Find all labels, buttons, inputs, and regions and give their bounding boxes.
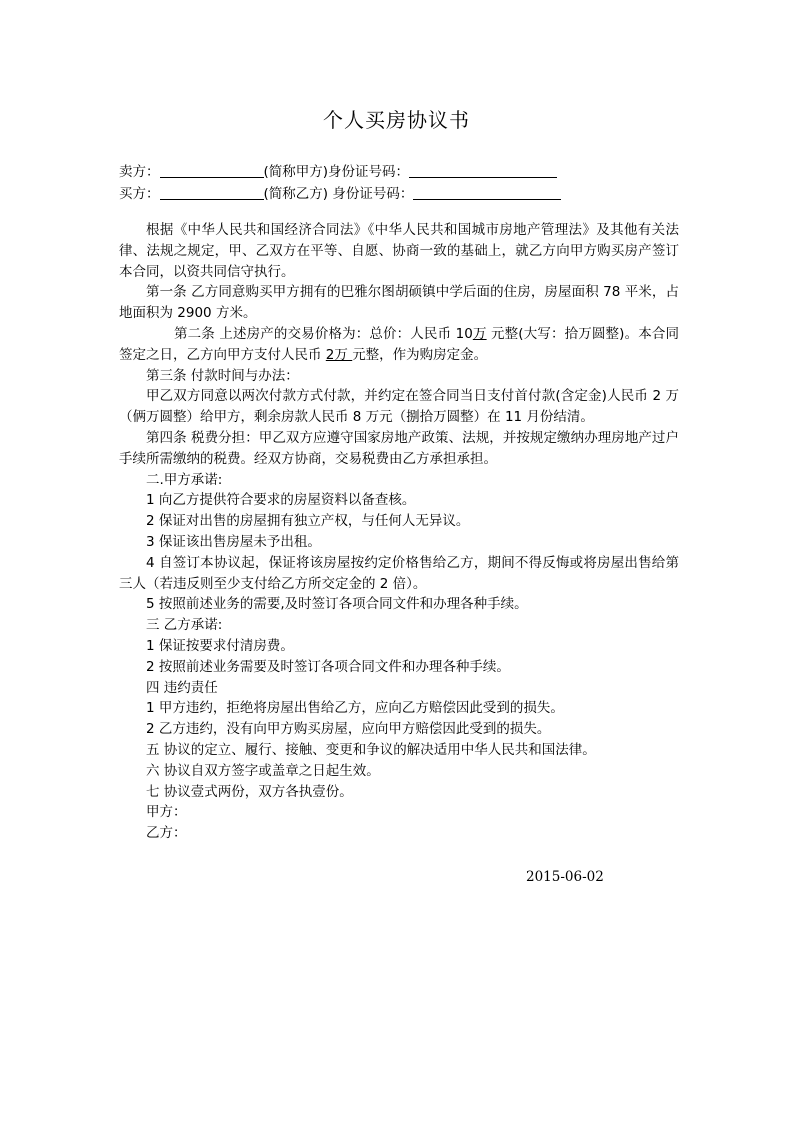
section-2-item-1: 1 向乙方提供符合要求的房屋资料以备查核。	[146, 492, 416, 509]
article-1: 第一条 乙方同意购买甲方拥有的巴雅尔图胡硕镇中学后面的住房，房屋面积 78 平米，占地面积为 2900 方米。	[119, 284, 679, 322]
section-4-heading: 四 违约责任	[146, 679, 218, 696]
section-3-heading: 三 乙方承诺:	[146, 617, 223, 634]
document-title: 个人买房协议书	[323, 108, 470, 132]
buyer-abbr: (简称乙方) 身份证号码：	[263, 186, 414, 202]
article-2-text-c: 元整，作为购房定金。	[352, 346, 488, 363]
section-2-item-5: 5 按照前述业务的需要,及时签订各项合同文件和办理各种手续。	[146, 596, 528, 613]
section-3-item-1: 1 保证按要求付清房费。	[146, 637, 294, 654]
article-2-total-unit: 万	[472, 325, 487, 342]
contract-body	[119, 220, 679, 844]
buyer-line	[119, 182, 561, 202]
seller-id-blank	[409, 164, 557, 178]
section-4-item-1: 1 甲方违约，拒绝将房屋出售给乙方，应向乙方赔偿因此受到的损失。	[146, 700, 564, 717]
intro-paragraph: 根据《中华人民共和国经济合同法》《中华人民共和国城市房地产管理法》及其他有关法律、法规之规定，甲、乙双方在平等、自愿、协商一致的基础上，就乙方向甲方购买房产签订本合同，以资共同信守执行。	[119, 222, 679, 280]
section-5: 五 协议的定立、履行、接触、变更和争议的解决适用中华人民共和国法律。	[146, 741, 596, 758]
buyer-id-blank	[413, 186, 561, 200]
article-3-heading: 第三条 付款时间与办法：	[146, 367, 299, 384]
section-2-heading: 二.甲方承诺:	[146, 471, 223, 488]
seller-label: 卖方：	[119, 164, 160, 180]
section-2-item-4: 4 自签订本协议起，保证将该房屋按约定价格售给乙方，期间不得反悔或将房屋出售给第三人（若违反则至少支付给乙方所交定金的 2 倍）。	[119, 554, 679, 592]
section-7: 七 协议壹式两份，双方各执壹份。	[146, 783, 353, 800]
seller-name-blank	[160, 164, 264, 178]
article-2-deposit: 2万	[325, 346, 353, 363]
section-3-item-2: 2 按照前述业务需要及时签订各项合同文件和办理各种手续。	[146, 658, 510, 675]
buyer-label: 买方：	[119, 186, 160, 202]
article-2-text-b: 元整(大写：拾万圆整)。本合同签定之日，乙方向甲方支付人民币	[119, 325, 679, 363]
article-2	[119, 324, 679, 366]
section-6: 六 协议自双方签字或盖章之日起生效。	[146, 762, 380, 779]
document-date: 2015-06-02	[526, 869, 604, 885]
section-4-item-2: 2 乙方违约，没有向甲方购买房屋，应向甲方赔偿因此受到的损失。	[146, 721, 551, 738]
section-2-item-2: 2 保证对出售的房屋拥有独立产权，与任何人无异议。	[146, 513, 470, 530]
signature-party-b: 乙方：	[146, 825, 187, 842]
article-3-body: 甲乙双方同意以两次付款方式付款，并约定在签合同当日支付首付款(含定金)人民币 2 万（俩万圆整）给甲方，剩余房款人民币 8 万元（捌拾万圆整）在 11 月份结清。	[119, 388, 679, 426]
buyer-name-blank	[160, 186, 264, 200]
seller-abbr: (简称甲方)身份证号码：	[263, 164, 410, 180]
section-2-item-3: 3 保证该出售房屋未予出租。	[146, 533, 321, 550]
seller-line	[119, 160, 557, 180]
article-2-text-a: 第二条 上述房产的交易价格为：总价：人民币 10	[174, 325, 473, 342]
article-4: 第四条 税费分担：甲乙双方应遵守国家房地产政策、法规，并按规定缴纳办理房地产过户手续所需缴纳的税费。经双方协商，交易税费由乙方承担承担。	[119, 429, 679, 467]
signature-party-a: 甲方：	[146, 804, 187, 821]
